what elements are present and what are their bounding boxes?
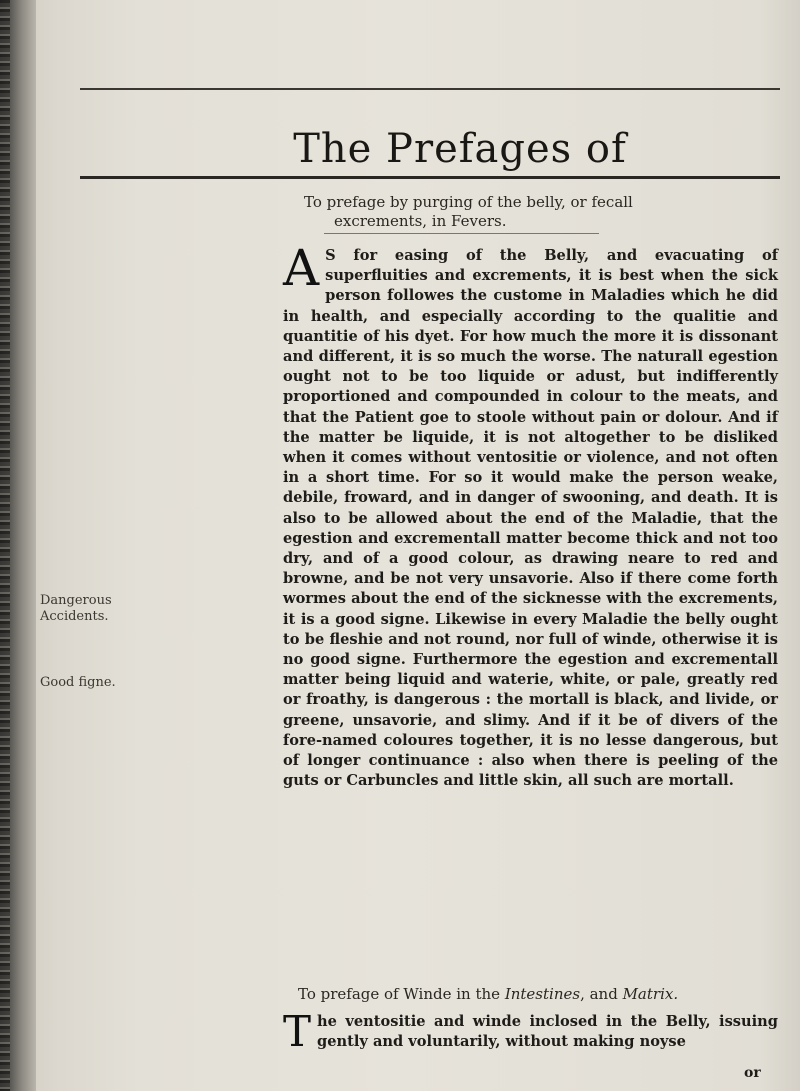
section-title-line-2: excrements, in Fevers.	[334, 212, 507, 230]
margin-note-good-signe: Good figne.	[40, 675, 116, 690]
sub-title-italic-1: Intestines	[504, 985, 581, 1003]
margin-note-dangerous: Dangerous Accidents.	[40, 593, 112, 624]
header-rule-thick	[80, 176, 780, 179]
title-underline	[324, 233, 599, 234]
drop-cap: A	[283, 239, 320, 297]
section-title	[300, 193, 730, 231]
sub-title-italic-2: Matrix.	[622, 985, 679, 1003]
body-paragraph	[283, 239, 778, 791]
section-title-line-1: To prefage by purging of the belly, or fecall	[304, 193, 633, 211]
running-head: The Prefages of	[293, 126, 627, 172]
body-paragraph-2	[283, 1007, 778, 1056]
sub-title-prefix: To prefage of Winde in the	[298, 985, 505, 1003]
body-paragraph-2-text: he ventositie and winde inclosed in the Belly, issuing gently and voluntarily, without making noyse	[317, 1013, 778, 1050]
drop-cap-2: T	[283, 1007, 312, 1056]
book-gutter	[0, 0, 36, 1091]
body-paragraph-text: S for easing of the Belly, and evacuating of superfluities and excrements, it is best when the sick person followes the custome in Maladies which he did in health, and especially according to the qualitie and quantitie of his dyet. For how much the more it is dissonant and different, it is so much the worse. The naturall egestion ought not to be too liquide or adust, but indifferently proportioned and compounded in colour to the meats, and that the Patient goe to stoole without pain or dolour. And if the matter be liquide, it is not altogether to be disliked when it comes without ventositie or violence, and not often in a short time. For so it would make the person weake, debile, froward, and in danger of swooning, and death. It is also to be allowed about the end of the Maladie, that the egestion and excrementall matter become thick and not too dry, and of a good colour, as drawing neare to red and browne, and be not very unsavorie. Also if there come forth wormes about the end of the sicknesse with the excrements, it is a good signe. Likewise in every Maladie the belly ought to be fleshie and not round, nor full of winde, otherwise it is no good signe. Furthermore the egestion and excrementall matter being liquid and waterie, white, or pale, greatly red or froathy, is dangerous : the mortall is black, and livide, or greene, unsavorie, and slimy. And if it be of divers of the fore-named coloures together, it is no lesse dangerous, but of longer continuance : also when there is peeling of the guts or Carbuncles and little skin, all such are mortall.	[283, 247, 778, 790]
header-rule	[80, 88, 780, 90]
sub-title-middle: , and	[580, 985, 623, 1003]
catchword: or	[744, 1065, 761, 1081]
sub-section-title	[298, 985, 768, 1003]
